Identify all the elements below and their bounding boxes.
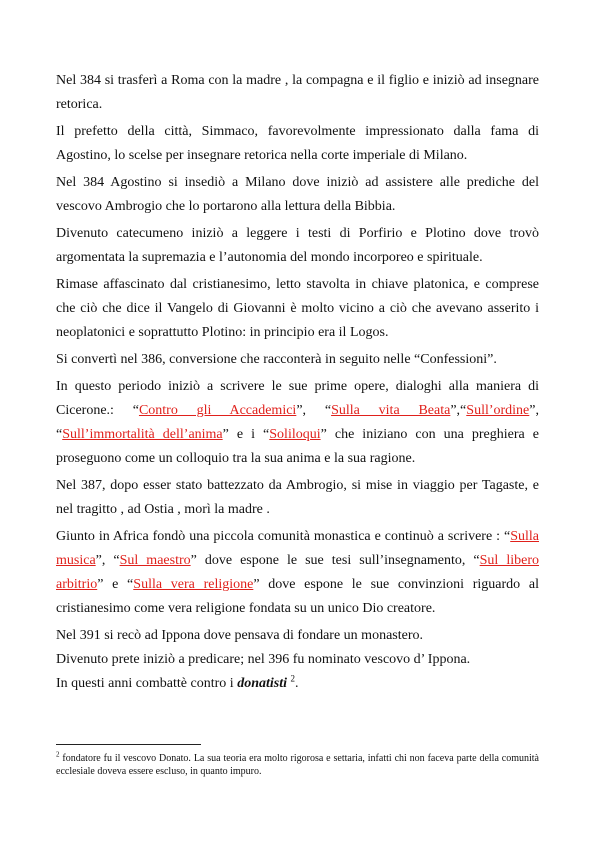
paragraph-simmaco: Il prefetto della città, Simmaco, favorevolmente impressionato dalla fama di Agostino, lo scelse per insegnare retorica nella corte imperiale di Milano. <box>56 124 539 163</box>
text-segment: ” dove espone le sue convinzioni riguardo al cristianesimo come vera religione fondata su un unico Dio creatore. <box>56 577 539 616</box>
text-segment: ” e i “ <box>222 427 270 442</box>
link-sull-ordine[interactable]: Sull’ordine <box>466 403 530 418</box>
paragraph-ippona: Nel 391 si recò ad Ippona dove pensava di fondare un monastero. <box>56 628 423 643</box>
text-segment: Giunto in Africa fondò una piccola comunità monastica e continuò a scrivere : “ <box>56 529 511 544</box>
text-segment: In questi anni combattè contro i <box>56 676 238 691</box>
link-soliloqui[interactable]: Soliloqui <box>269 427 321 442</box>
text-segment: In questo periodo iniziò a scrivere le sue prime opere, dialoghi alla maniera di Cicerone.: “ <box>56 379 539 418</box>
link-sulla-vera-religione[interactable]: Sulla vera religione <box>133 577 254 592</box>
link-sull-immortalita-dell-anima[interactable]: Sull’immortalità dell’anima <box>62 427 223 442</box>
text-segment: ” dove espone le sue tesi sull’insegnamento, “ <box>190 553 480 568</box>
body-text <box>56 69 539 696</box>
text-segment: ”, “ <box>296 403 332 418</box>
paragraph-africa <box>56 525 539 621</box>
emphasis-donatisti: donatisti <box>237 676 287 691</box>
link-sul-libero-arbitrio[interactable]: Sul libero arbitrio <box>56 553 539 592</box>
text-segment: . <box>294 676 299 691</box>
text-segment: ”, “ <box>95 553 120 568</box>
paragraph-cristianesimo: Rimase affascinato dal cristianesimo, letto stavolta in chiave platonica, e comprese che ciò che dice il Vangelo di Giovanni è molto vicino a ciò che avevano asserito i neoplatonici e soprattutto Plotino: in principio era il Logos. <box>56 277 539 340</box>
footnote-reference[interactable]: 2 <box>290 673 295 684</box>
link-sul-maestro[interactable]: Sul maestro <box>119 553 191 568</box>
paragraph-vescovo: Divenuto prete iniziò a predicare; nel 396 fu nominato vescovo d’ Ippona. <box>56 652 471 667</box>
footnote-number: 2 <box>56 750 60 759</box>
text-segment: ”, “ <box>56 403 539 442</box>
paragraph-battesimo: Nel 387, dopo esser stato battezzato da Ambrogio, si mise in viaggio per Tagaste, e nel tragitto , ad Ostia , morì la madre . <box>56 478 539 517</box>
link-contro-gli-accademici[interactable]: Contro gli Accademici <box>138 403 297 418</box>
paragraph-prime-opere <box>56 375 539 471</box>
footnote-text: fondatore fu il vescovo Donato. La sua teoria era molto rigorosa e settaria, infatti chi non faceva parte della comunità ecclesiale doveva essere escluso, in quanto impuro. <box>56 753 539 777</box>
text-segment: ” che iniziano con una preghiera e proseguono come un colloquio tra la sua anima e la sua ragione. <box>56 427 539 466</box>
text-segment: ”,“ <box>450 403 467 418</box>
footnote-separator <box>56 744 201 745</box>
link-sulla-vita-beata[interactable]: Sulla vita Beata <box>331 403 451 418</box>
paragraph-catecumeno: Divenuto catecumeno iniziò a leggere i testi di Porfirio e Plotino dove trovò argomentata la supremazia e l’autonomia del mondo incorporeo e spirituale. <box>56 226 539 265</box>
paragraph-milano: Nel 384 Agostino si insediò a Milano dove iniziò ad assistere alle prediche del vescovo Ambrogio che lo portarono alla lettura della Bibbia. <box>56 175 539 214</box>
paragraph-conversione: Si convertì nel 386, conversione che racconterà in seguito nelle “Confessioni”. <box>56 352 497 367</box>
link-sulla-musica[interactable]: Sulla musica <box>56 529 539 568</box>
paragraph-donatisti <box>56 672 539 696</box>
text-segment: ” e “ <box>97 577 134 592</box>
paragraph-rome: Nel 384 si trasferì a Roma con la madre , la compagna e il figlio e iniziò ad insegnare retorica. <box>56 73 539 112</box>
footnote <box>56 752 539 778</box>
